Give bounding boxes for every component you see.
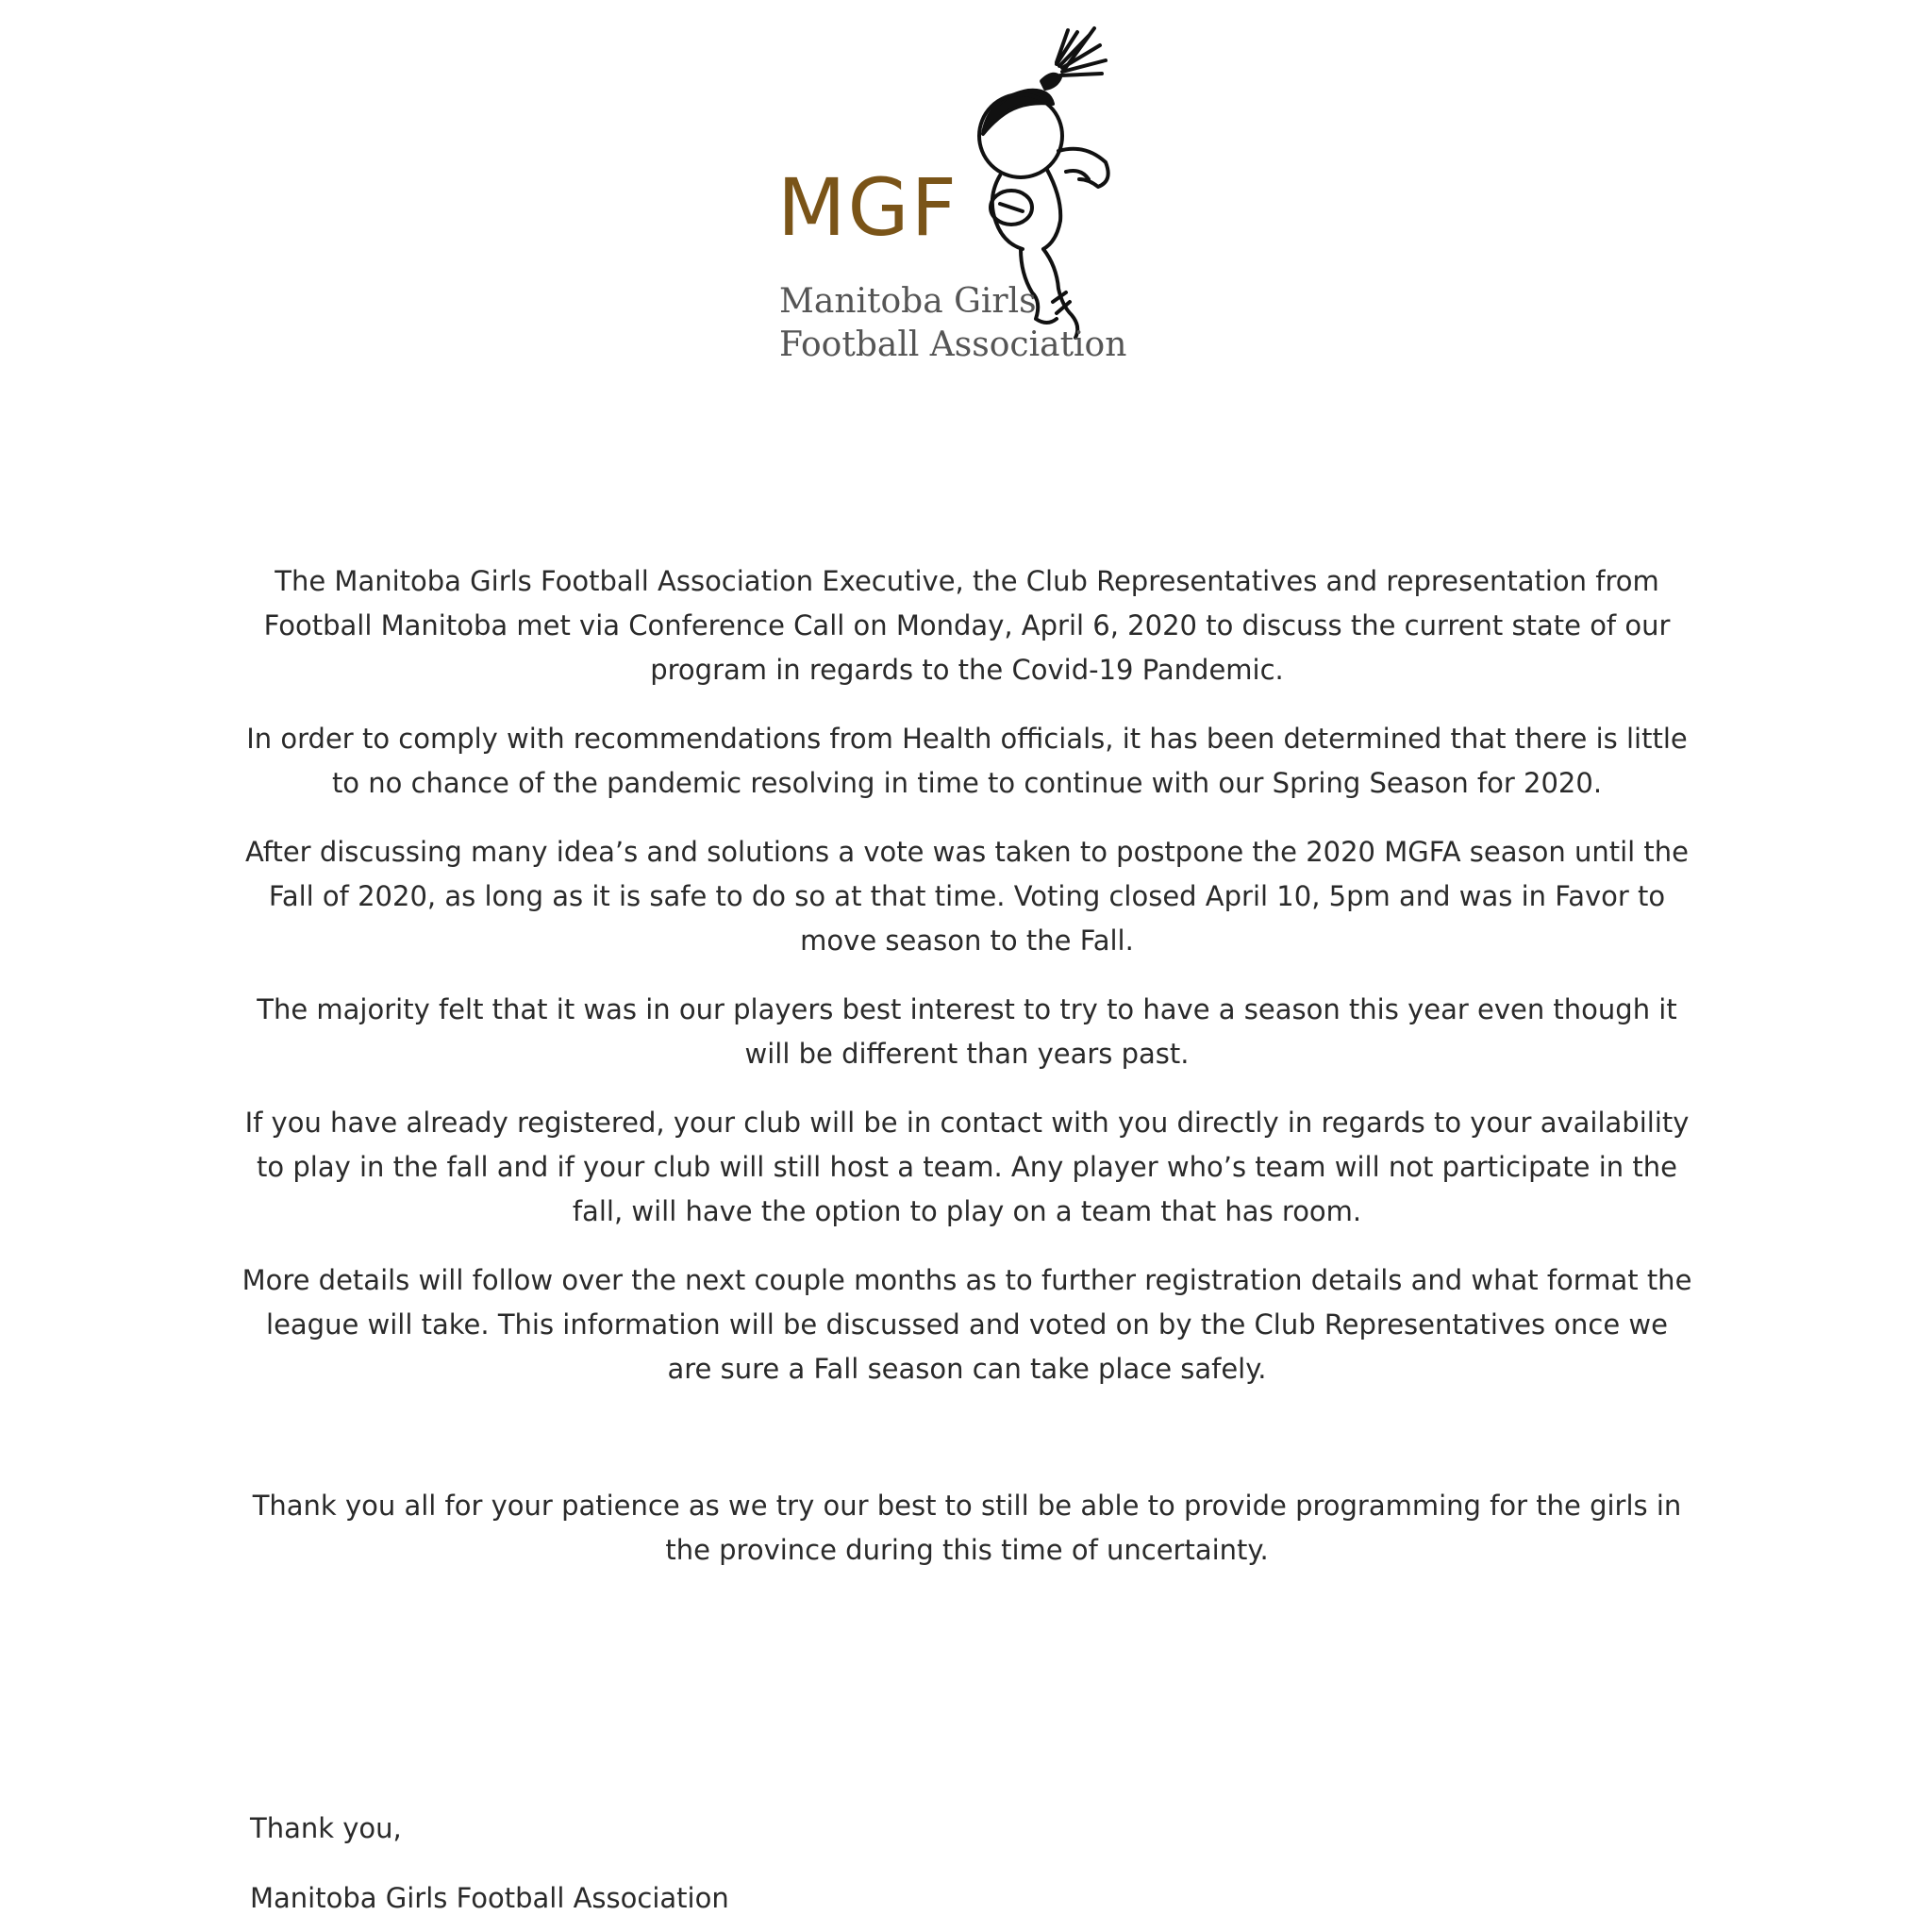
letter-body (241, 559, 1693, 1597)
mgfa-logo (774, 19, 1170, 364)
logo-abbreviation: MGF (777, 161, 958, 254)
logo-name-line-2: Football Association (779, 325, 1127, 364)
letter-paragraph: If you have already registered, your club will be in contact with you directly in regards to your availability to play in the fall and if your club will still host a team. Any player who’s team will not participate in the fall, will have the option to play on a team that has room. (244, 1107, 1690, 1227)
letter-paragraph: The Manitoba Girls Football Association Executive, the Club Representatives and representation from Football Manitoba met via Conference Call on Monday, April 6, 2020 to discuss the current state of our program in regards to the Covid-19 Pandemic. (263, 565, 1671, 686)
letter-paragraph: The majority felt that it was in our players best interest to try to have a season this year even though it will be different than years past. (257, 993, 1677, 1070)
letter-paragraph: More details will follow over the next couple months as to further registration details and what format the league will take. This information will be discussed and voted on by the Club Representatives once we are sure a Fall season can take place safely. (242, 1264, 1692, 1385)
letter-paragraph-thanks: Thank you all for your patience as we try our best to still be able to provide programming for the girls in the province during this time of uncertainty. (252, 1490, 1682, 1566)
letter-paragraph: In order to comply with recommendations from Health officials, it has been determined that there is little to no chance of the pandemic resolving in time to continue with our Spring Season for 2020. (246, 723, 1688, 799)
letter-paragraph: After discussing many idea’s and solutions a vote was taken to postpone the 2020 MGFA season until the Fall of 2020, as long as it is safe to do so at that time. Voting closed April 10, 5pm and was in Favor to move season to the Fall. (244, 836, 1690, 957)
closing-line: Thank you, (250, 1812, 402, 1844)
logo-name-line-1: Manitoba Girls (779, 282, 1037, 321)
signature-line: Manitoba Girls Football Association (250, 1882, 729, 1914)
